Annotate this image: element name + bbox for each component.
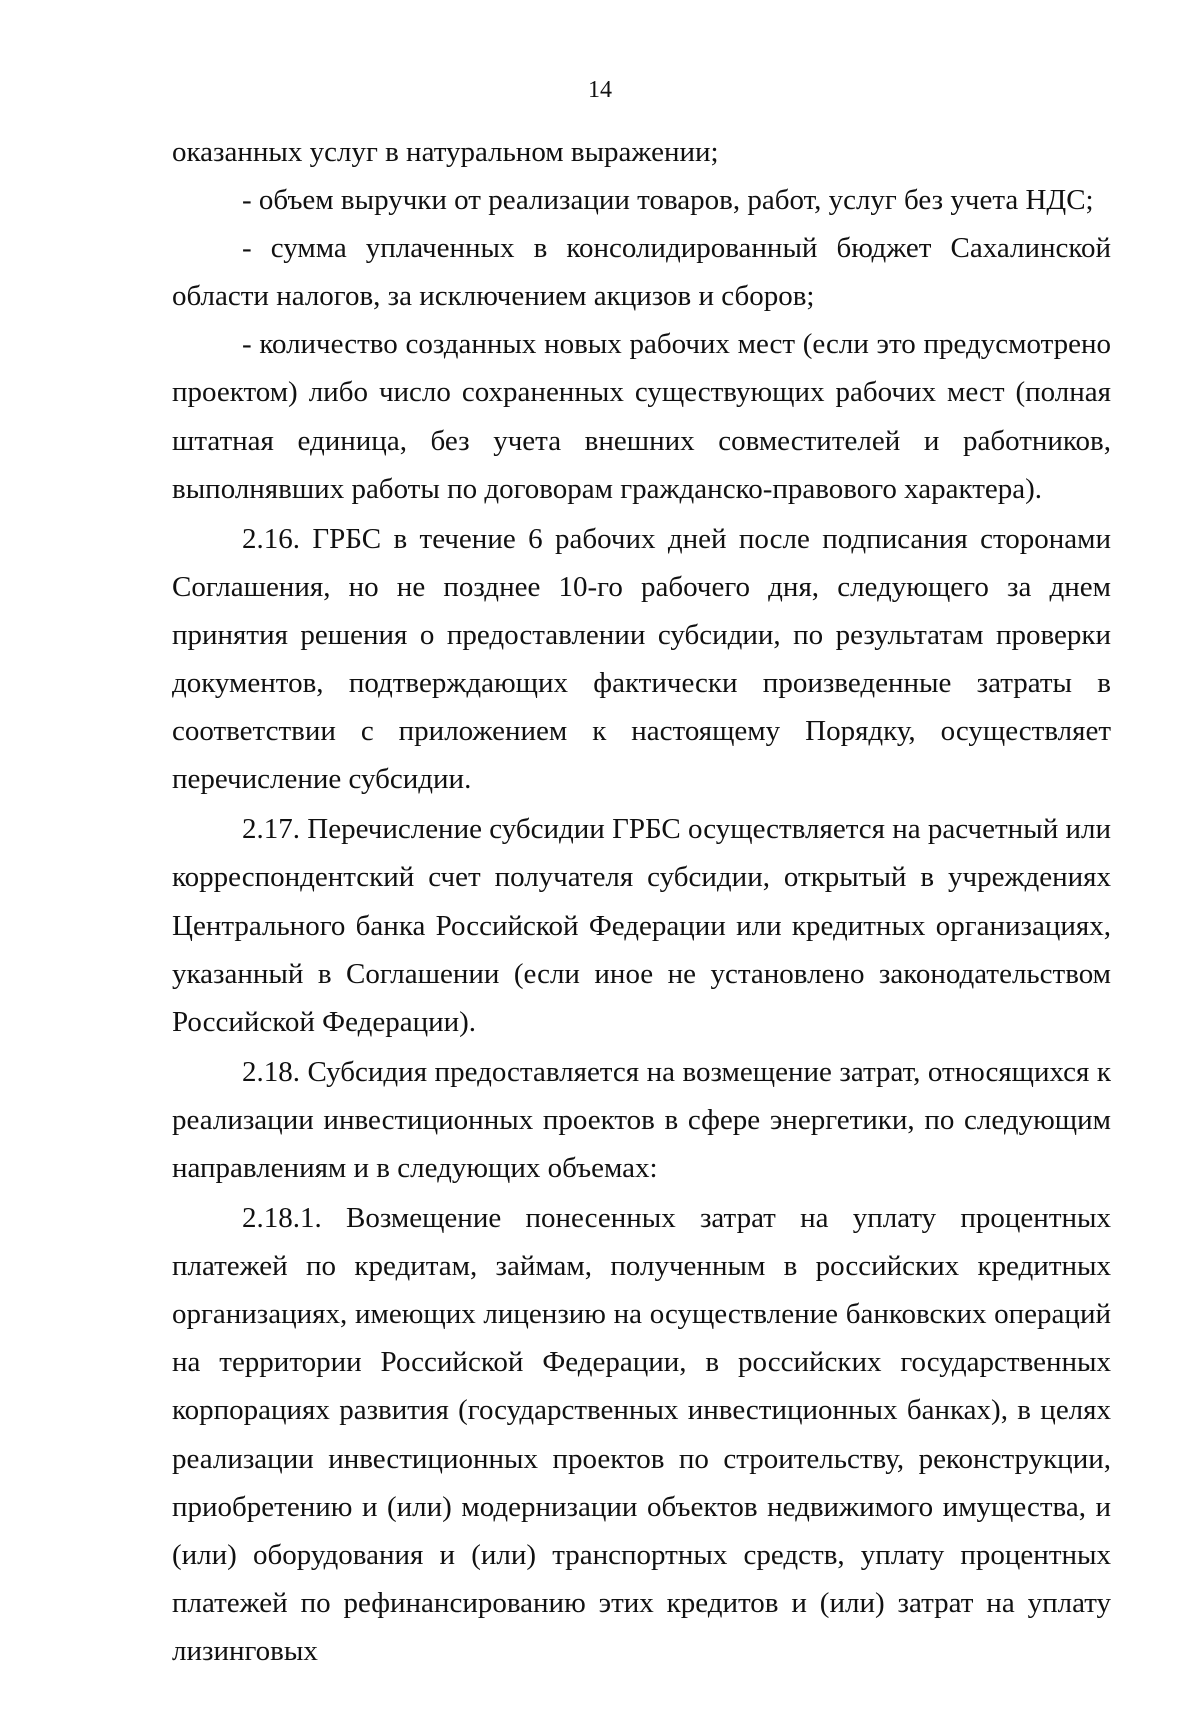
paragraph-2-18: 2.18. Субсидия предоставляется на возмещение затрат, относящихся к реализации инвестиционных проектов в сфере энергетики, по следующим направлениям и в следующих объемах:	[172, 1055, 1111, 1184]
paragraph-2-17: 2.17. Перечисление субсидии ГРБС осуществляется на расчетный или корреспондентский счет получателя субсидии, открытый в учреждениях Центрального банка Российской Федерации или кредитных организациях, указанный в Соглашении (если иное не установлено законодательством Российской Федерации).	[172, 813, 1111, 1038]
paragraph-jobs-count: - количество созданных новых рабочих мест (если это предусмотрено проектом) либо число сохраненных существующих рабочих мест (полная штатная единица, без учета внешних совместителей и работников, выполнявших работы по договорам гражданско-правового характера).	[172, 328, 1111, 505]
paragraph-2-16: 2.16. ГРБС в течение 6 рабочих дней после подписания сторонами Соглашения, но не позднее 10-го рабочего дня, следующего за днем принятия решения о предоставлении субсидии, по результатам проверки документов, подтверждающих фактически произведенные затраты в соответствии с приложением к настоящему Порядку, осуществляет перечисление субсидии.	[172, 522, 1111, 796]
paragraph-2-18-1: 2.18.1. Возмещение понесенных затрат на уплату процентных платежей по кредитам, займам, полученным в российских кредитных организациях, имеющих лицензию на осуществление банковских операций на территории Российской Федерации, в российских государственных корпорациях развития (государственных инвестиционных банках), в целях реализации инвестиционных проектов по строительству, реконструкции, приобретению и (или) модернизации объектов недвижимого имущества, и (или) оборудования и (или) транспортных средств, уплату процентных платежей по рефинансированию этих кредитов и (или) затрат на уплату лизинговых	[172, 1202, 1111, 1667]
document-body	[172, 128, 1111, 1675]
page-number: 14	[588, 77, 612, 103]
paragraph-taxes-paid: - сумма уплаченных в консолидированный бюджет Сахалинской области налогов, за исключением акцизов и сборов;	[172, 232, 1111, 313]
paragraph-continuation: оказанных услуг в натуральном выражении;	[172, 136, 719, 168]
paragraph-revenue-volume: - объем выручки от реализации товаров, работ, услуг без учета НДС;	[242, 184, 1094, 217]
